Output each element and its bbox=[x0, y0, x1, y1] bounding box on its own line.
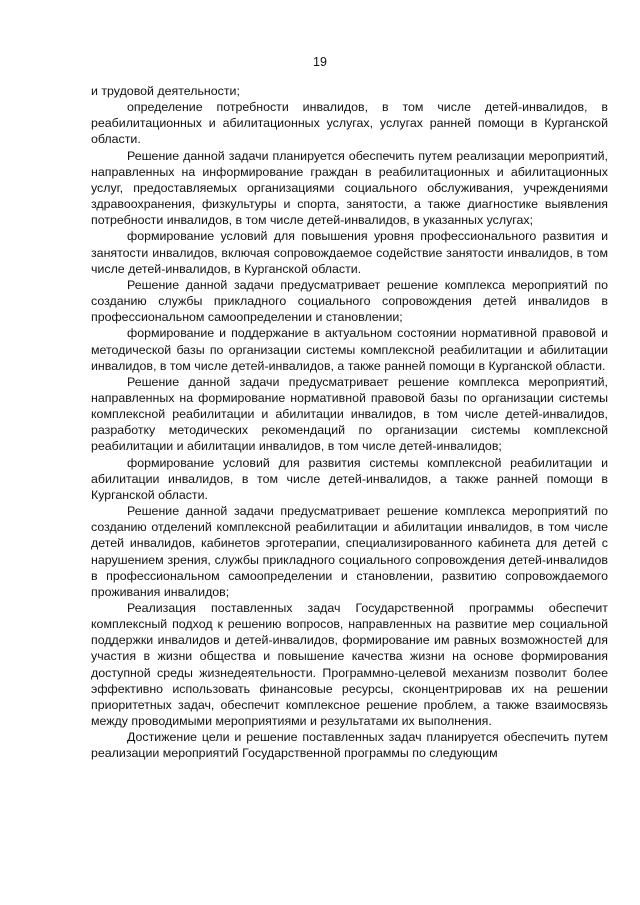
paragraph: Решение данной задачи предусматривает решение комплекса мероприятий, направленных на формирование нормативной правовой базы по организации системы комплексной реабилитации и абилитации инвалидов, в том числе детей-инвалидов, разработку методических рекомендаций по организации системы комплексной реабилитации и абилитации инвалидов, в том числе детей-инвалидов; bbox=[91, 374, 608, 454]
paragraph: определение потребности инвалидов, в том числе детей-инвалидов, в реабилитационных и абилитационных услугах, услугах ранней помощи в Курганской области. bbox=[91, 100, 608, 147]
paragraph: Достижение цели и решение поставленных задач планируется обеспечить путем реализации мероприятий Государственной программы по следующим bbox=[91, 730, 608, 761]
paragraph: формирование условий для повышения уровня профессионального развития и занятости инвалидов, включая сопровождаемое содействие занятости инвалидов, в том числе детей-инвалидов, в Курганской области. bbox=[91, 229, 608, 276]
page-number: 19 bbox=[313, 55, 327, 69]
paragraph: и трудовой деятельности; bbox=[91, 84, 240, 98]
paragraph: Решение данной задачи планируется обеспечить путем реализации мероприятий, направленных на информирование граждан в реабилитационных и абилитационных услуг, предоставляемых организациями социального обслуживания, учреждениями здравоохранения, физкультуры и спорта, занятости, а также диагностике выявления потребности инвалидов, в том числе детей-инвалидов, в указанных услугах; bbox=[91, 148, 608, 228]
paragraph: Реализация поставленных задач Государственной программы обеспечит комплексный подход к решению вопросов, направленных на развитие мер социальной поддержки инвалидов и детей-инвалидов, формирование им равных возможностей для участия в жизни общества и повышение качества жизни на основе формирования доступной среды жизнедеятельности. Программно-целевой механизм позволит более эффективно использовать финансовые ресурсы, сконцентрировав их на решении приоритетных задач, обеспечит комплексное решение проблем, а также взаимосвязь между проводимыми мероприятиями и результатами их выполнения. bbox=[91, 601, 608, 729]
paragraph: формирование и поддержание в актуальном состоянии нормативной правовой и методической базы по организации системы комплексной реабилитации и абилитации инвалидов, в том числе детей-инвалидов, а также ранней помощи в Курганской области. bbox=[91, 326, 608, 373]
paragraph: Решение данной задачи предусматривает решение комплекса мероприятий по созданию службы прикладного социального сопровождения детей инвалидов в профессиональном самоопределении и становлении; bbox=[91, 277, 608, 325]
paragraph: Решение данной задачи предусматривает решение комплекса мероприятий по созданию отделений комплексной реабилитации и абилитации инвалидов, в том числе детей инвалидов, кабинетов эрготерапии, специализированного кабинета для детей с нарушением зрения, службы прикладного социального сопровождения детей-инвалидов в профессиональном самоопределении и становлении, развитию сопровождаемого проживания инвалидов; bbox=[91, 504, 608, 599]
document-body bbox=[91, 83, 608, 762]
paragraph: формирование условий для развития системы комплексной реабилитации и абилитации инвалидов, в том числе детей-инвалидов, а также ранней помощи в Курганской области. bbox=[91, 455, 608, 502]
